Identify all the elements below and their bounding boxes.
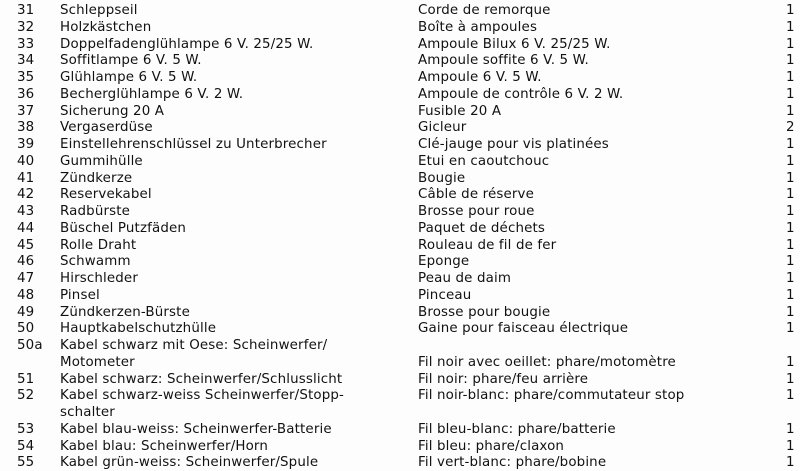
parts-list-row — [0, 388, 800, 405]
part-name-german: Glühlampe 6 V. 5 W. — [60, 70, 198, 85]
part-quantity: 1 — [786, 271, 795, 286]
part-name-french: Ampoule de contrôle 6 V. 2 W. — [418, 86, 624, 102]
part-quantity: 1 — [786, 153, 795, 169]
part-quantity: 1 — [786, 53, 795, 69]
part-name-german: Sicherung 20 A — [60, 103, 165, 119]
parts-list-row — [0, 70, 800, 87]
part-number: 42 — [17, 187, 35, 203]
part-number: 38 — [17, 120, 35, 136]
parts-list-row — [0, 338, 800, 355]
part-number: 49 — [17, 304, 35, 320]
part-number: 32 — [17, 19, 35, 35]
part-name-french: Fil vert-blanc: phare/bobine — [418, 455, 607, 471]
parts-list-row — [0, 455, 800, 471]
parts-list-row — [0, 254, 800, 271]
part-quantity: 1 — [786, 237, 795, 253]
part-name-german: Soffitlampe 6 V. 5 W. — [60, 53, 202, 69]
part-number: 48 — [17, 287, 35, 303]
part-number: 55 — [17, 455, 35, 471]
part-number: 43 — [17, 204, 35, 219]
part-number: 36 — [17, 86, 35, 102]
part-quantity: 1 — [786, 103, 795, 119]
part-name-french: Fil bleu-blanc: phare/batterie — [418, 421, 616, 437]
part-name-german: Hirschleder — [60, 271, 138, 286]
part-name-french: Ampoule soffite 6 V. 5 W. — [418, 53, 589, 69]
part-name-german: Zündkerze — [60, 170, 133, 186]
part-name-french: Rouleau de fil de fer — [418, 237, 557, 253]
parts-list-row — [0, 372, 800, 389]
part-name-german: Radbürste — [60, 204, 131, 219]
part-number: 50 — [17, 321, 35, 337]
part-name-german: Pinsel — [60, 287, 100, 303]
parts-list-row — [0, 187, 800, 204]
part-number: 35 — [17, 70, 35, 85]
parts-list-row — [0, 321, 800, 338]
part-number: 52 — [17, 388, 35, 404]
parts-list-row — [0, 204, 800, 221]
part-name-german: schalter — [60, 405, 115, 420]
part-name-german: Kabel schwarz: Scheinwerfer/Schlusslicht — [60, 371, 343, 387]
part-name-french: Boîte à ampoules — [418, 19, 538, 35]
parts-list-row — [0, 405, 800, 422]
part-quantity: 1 — [786, 187, 795, 203]
part-quantity: 1 — [786, 86, 795, 102]
part-name-french: Bougie — [418, 170, 466, 186]
parts-list-row — [0, 37, 800, 54]
part-quantity: 1 — [786, 220, 795, 236]
part-quantity: 1 — [786, 137, 795, 152]
part-name-german: Kabel schwarz mit Oese: Scheinwerfer/ — [60, 338, 328, 353]
parts-list-row — [0, 20, 800, 37]
part-quantity: 2 — [786, 120, 795, 136]
part-name-french: Gaine pour faisceau électrique — [418, 321, 629, 337]
part-name-french: Fusible 20 A — [418, 103, 502, 119]
part-quantity: 1 — [786, 354, 795, 370]
parts-list-row — [0, 439, 800, 456]
part-name-german: Hauptkabelschutzhülle — [60, 321, 217, 337]
part-name-french: Fil bleu: phare/claxon — [418, 438, 565, 454]
part-name-french: Ampoule 6 V. 5 W. — [418, 70, 542, 85]
part-name-german: Schleppseil — [60, 3, 138, 18]
parts-list-row — [0, 3, 800, 20]
part-name-french: Brosse pour bougie — [418, 304, 551, 320]
part-quantity: 1 — [786, 287, 795, 303]
part-number: 44 — [17, 220, 35, 236]
part-name-german: Kabel blau-weiss: Scheinwerfer-Batterie — [60, 421, 332, 437]
parts-list-row — [0, 221, 800, 238]
part-number: 50a — [17, 338, 43, 353]
part-number: 47 — [17, 271, 35, 286]
part-quantity: 1 — [786, 170, 795, 186]
part-quantity: 1 — [786, 371, 795, 387]
part-number: 39 — [17, 137, 35, 152]
part-quantity: 1 — [786, 438, 795, 454]
parts-list-row — [0, 355, 800, 372]
part-number: 33 — [17, 36, 35, 52]
part-quantity: 1 — [786, 36, 795, 52]
part-number: 37 — [17, 103, 35, 119]
parts-list-row — [0, 104, 800, 121]
part-number: 34 — [17, 53, 35, 69]
part-number: 53 — [17, 421, 35, 437]
part-number: 54 — [17, 438, 35, 454]
part-quantity: 1 — [786, 321, 795, 337]
part-name-german: Kabel blau: Scheinwerfer/Horn — [60, 438, 268, 454]
part-number: 45 — [17, 237, 35, 253]
part-quantity: 1 — [786, 421, 795, 437]
part-number: 41 — [17, 170, 35, 186]
part-name-german: Einstellehrenschlüssel zu Unterbrecher — [60, 137, 327, 152]
parts-list-row — [0, 271, 800, 288]
parts-list-row — [0, 288, 800, 305]
part-name-french: Fil noir: phare/feu arrière — [418, 371, 589, 387]
part-name-french: Fil noir avec oeillet: phare/motomètre — [418, 354, 676, 370]
part-name-german: Motometer — [60, 354, 135, 370]
part-name-french: Pinceau — [418, 287, 472, 303]
part-name-german: Vergaserdüse — [60, 120, 153, 136]
part-name-french: Gicleur — [418, 120, 467, 136]
part-quantity: 1 — [786, 3, 795, 18]
part-name-german: Zündkerzen-Bürste — [60, 304, 190, 320]
parts-list-row — [0, 305, 800, 322]
part-quantity: 1 — [786, 19, 795, 35]
parts-list-row — [0, 422, 800, 439]
part-name-german: Rolle Draht — [60, 237, 137, 253]
part-name-german: Reservekabel — [60, 187, 152, 203]
part-number: 46 — [17, 254, 35, 270]
part-name-german: Doppelfadenglühlampe 6 V. 25/25 W. — [60, 36, 314, 52]
part-name-french: Peau de daim — [418, 271, 512, 286]
parts-list-row — [0, 154, 800, 171]
part-name-french: Etui en caoutchouc — [418, 153, 550, 169]
part-name-french: Clé-jauge pour vis platinées — [418, 137, 609, 152]
part-name-french: Eponge — [418, 254, 470, 270]
part-quantity: 1 — [786, 304, 795, 320]
parts-list-row — [0, 120, 800, 137]
part-number: 51 — [17, 371, 35, 387]
part-name-german: Schwamm — [60, 254, 131, 270]
part-name-french: Brosse pour roue — [418, 204, 535, 219]
part-name-french: Corde de remorque — [418, 3, 551, 18]
parts-list-row — [0, 171, 800, 188]
part-quantity: 1 — [786, 388, 795, 404]
part-name-german: Gummihülle — [60, 153, 143, 169]
part-name-french: Fil noir-blanc: phare/commutateur stop — [418, 388, 685, 404]
part-name-german: Kabel grün-weiss: Scheinwerfer/Spule — [60, 455, 319, 471]
part-name-german: Becherglühlampe 6 V. 2 W. — [60, 86, 244, 102]
parts-list-row — [0, 238, 800, 255]
parts-list-row — [0, 53, 800, 70]
part-quantity: 1 — [786, 254, 795, 270]
part-quantity: 1 — [786, 455, 795, 471]
part-name-german: Kabel schwarz-weiss Scheinwerfer/Stopp- — [60, 388, 345, 404]
part-name-french: Ampoule Bilux 6 V. 25/25 W. — [418, 36, 611, 52]
part-number: 40 — [17, 153, 35, 169]
part-name-german: Büschel Putzfäden — [60, 220, 187, 236]
part-quantity: 1 — [786, 204, 795, 219]
part-name-french: Paquet de déchets — [418, 220, 546, 236]
part-quantity: 1 — [786, 70, 795, 85]
parts-list-row — [0, 137, 800, 154]
part-name-french: Câble de réserve — [418, 187, 534, 203]
parts-list-row — [0, 87, 800, 104]
part-number: 31 — [17, 3, 35, 18]
part-name-german: Holzkästchen — [60, 19, 152, 35]
